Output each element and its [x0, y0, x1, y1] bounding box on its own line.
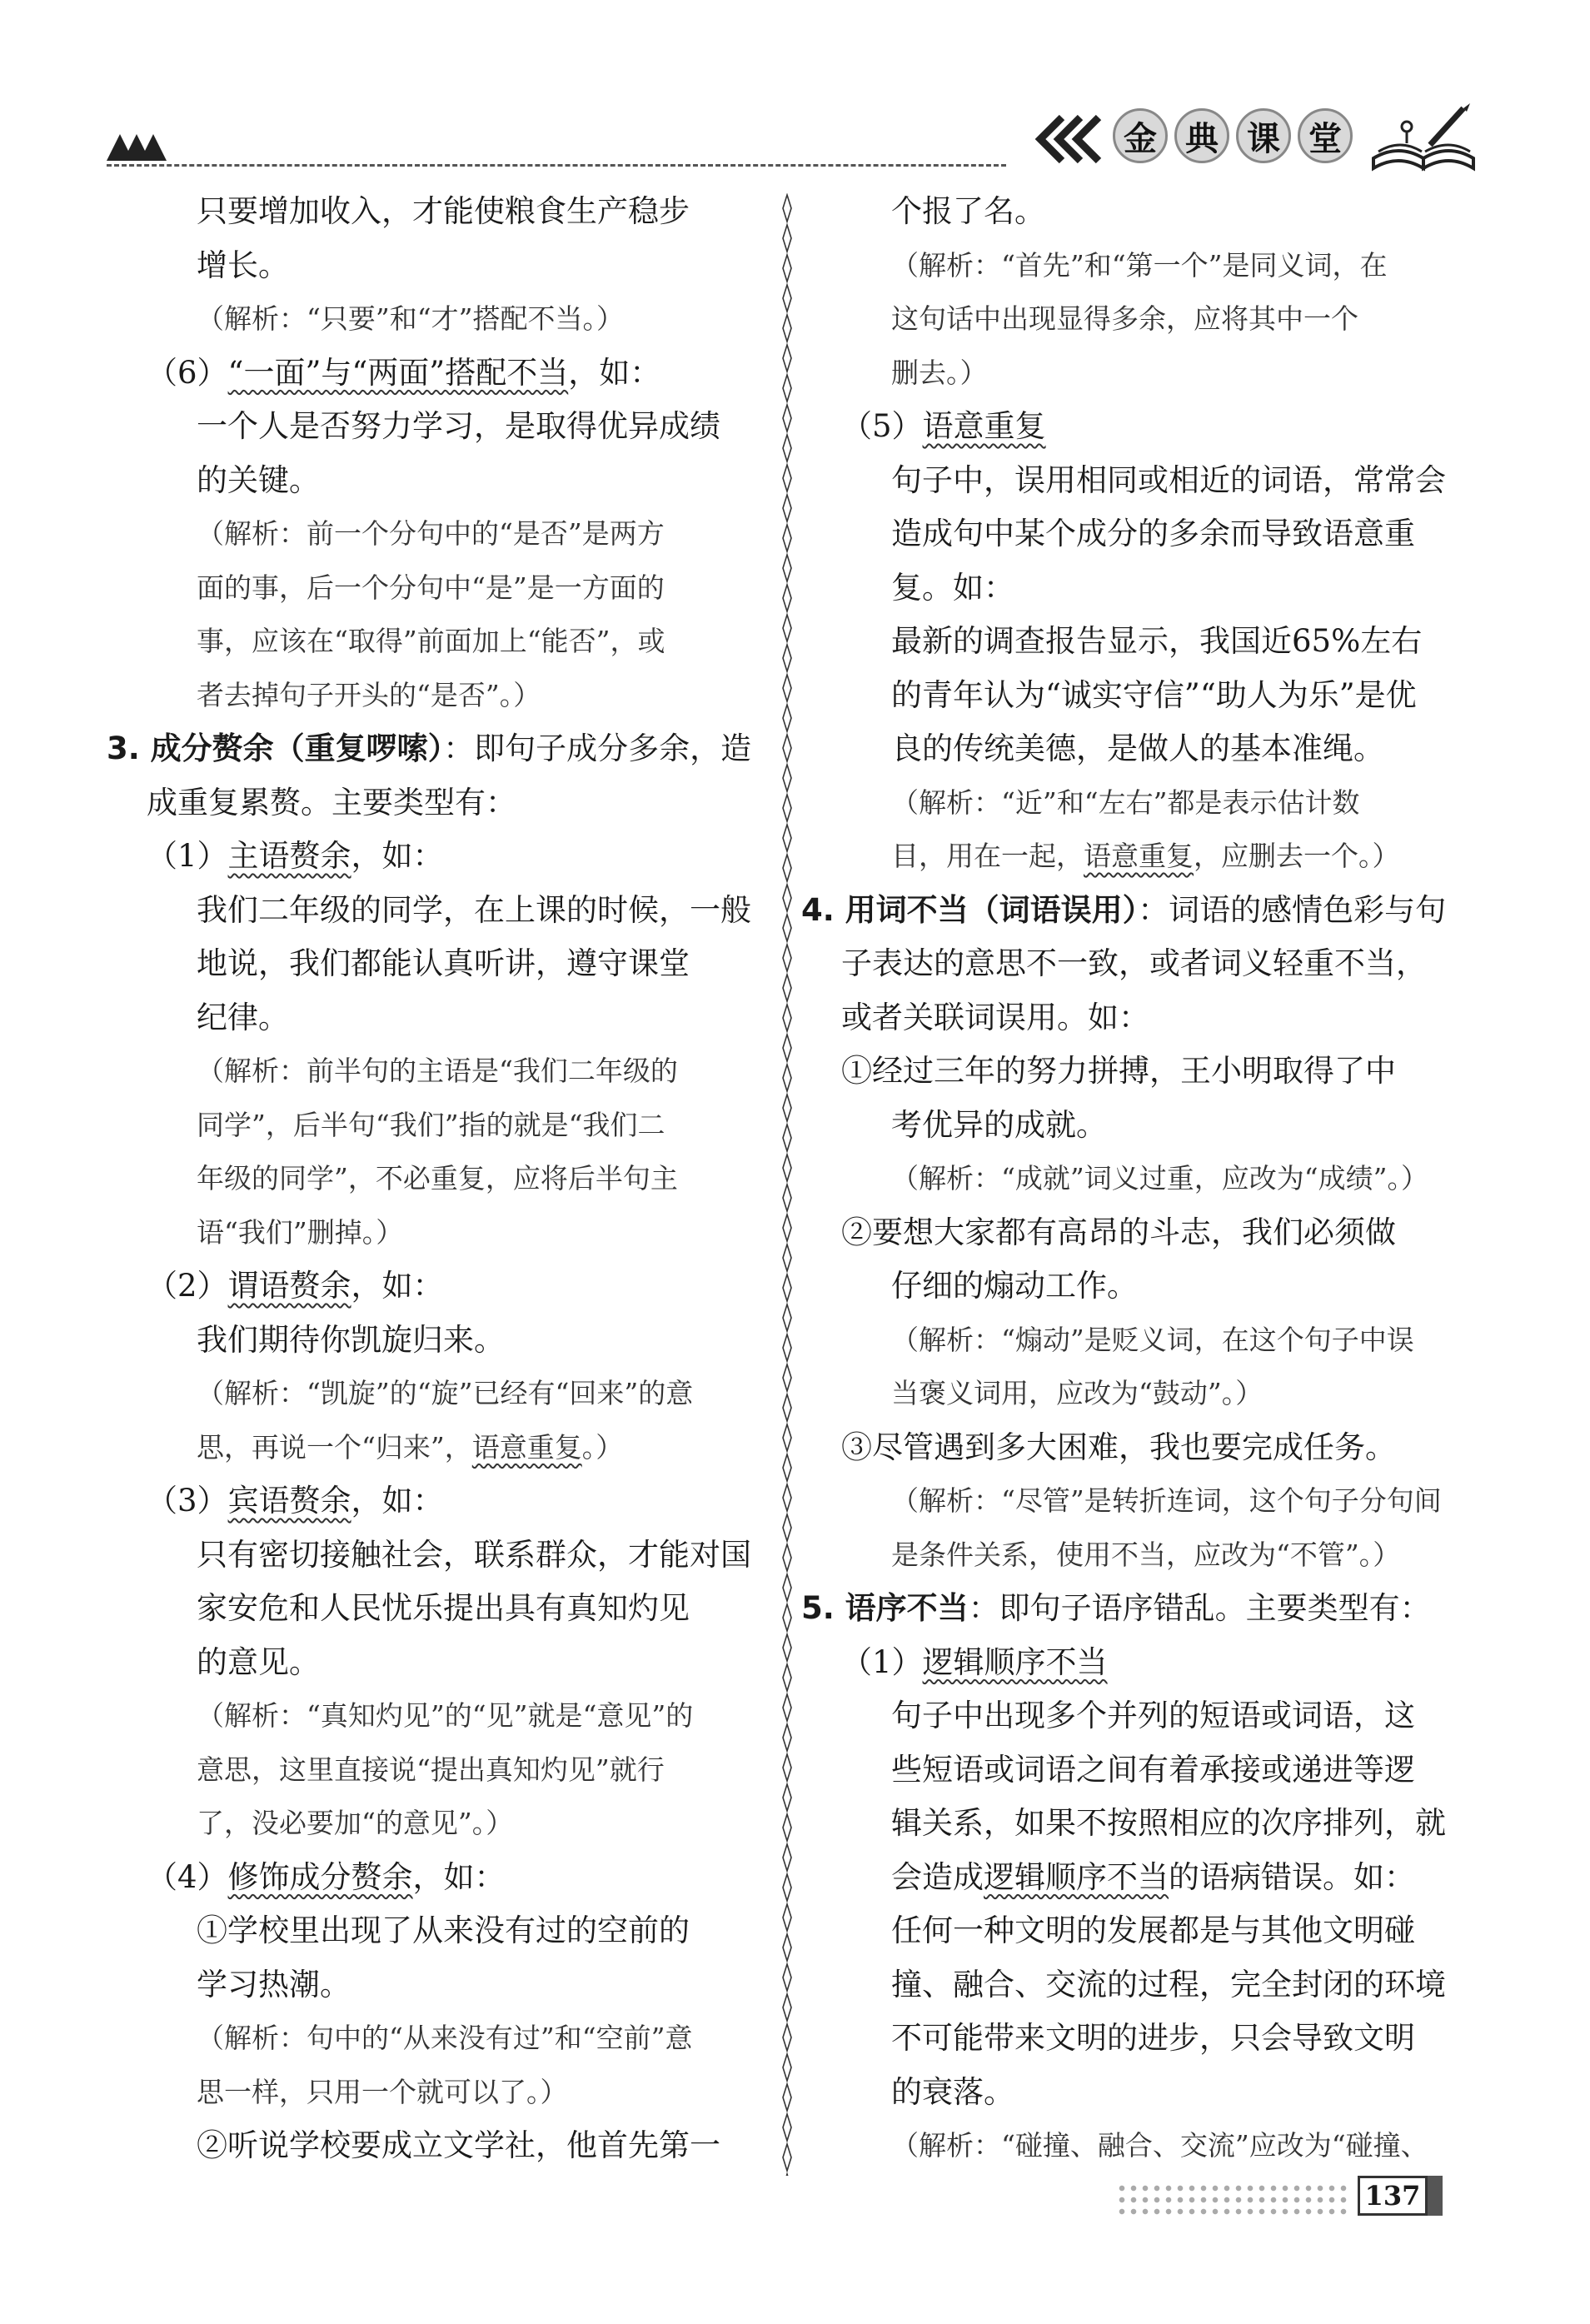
text-line: 会造成逻辑顺序不当的语病错误。如：	[891, 1858, 1415, 1895]
analysis-note-line: 面的事，后一个分句中“是”是一方面的	[197, 571, 665, 604]
analysis-note-line: （解析：“只要”和“才”搭配不当。）	[197, 302, 624, 335]
text-line: 考优异的成就。	[891, 1106, 1107, 1143]
analysis-note-line: 删去。）	[891, 356, 988, 389]
chevron-left-icon	[1029, 112, 1104, 166]
analysis-note-line: （解析：“尽管”是转折连词，这个句子分句间	[891, 1484, 1442, 1517]
text-line: 些短语或词语之间有着承接或递进等逻	[891, 1751, 1415, 1788]
analysis-note-line: 语“我们”删掉。）	[197, 1215, 404, 1249]
analysis-note-line: 年级的同学”，不必重复，应将后半句主	[197, 1162, 678, 1194]
analysis-note-line: 这句话中出现显得多余，应将其中一个	[891, 302, 1358, 335]
text-line: 地说，我们都能认真听讲，遵守课堂	[197, 945, 690, 981]
text-line: 的衰落。	[891, 2073, 1014, 2110]
section-heading: 5. 语序不当：即句子语序错乱。主要类型有：	[801, 1590, 1431, 1626]
wavy-underlined-term: 逻辑顺序不当	[922, 1643, 1108, 1680]
analysis-note-line: 了，没必要加“的意见”。）	[197, 1807, 514, 1839]
analysis-note-line: 意思，这里直接说“提出真知灼见”就行	[197, 1753, 665, 1786]
text-line: 成重复累赘。主要类型有：	[147, 784, 516, 820]
text-line: 撞、融合、交流的过程，完全封闭的环境	[891, 1966, 1446, 2002]
text-line: ②听说学校要成立文学社，他首先第一	[197, 2127, 720, 2163]
text-line: （5）语意重复	[841, 408, 1046, 444]
text-line: 或者关联词误用。如：	[841, 999, 1149, 1035]
analysis-note-line: 思，再说一个“归来”，语意重复。）	[197, 1430, 624, 1464]
wavy-underlined-term: 宾语赘余	[227, 1483, 351, 1519]
page-number: 137	[1358, 2176, 1428, 2216]
wavy-underlined-term: “一面”与“两面”搭配不当	[227, 354, 569, 391]
analysis-note-line: 思一样，只用一个就可以了。）	[197, 2075, 568, 2108]
text-line: ①学校里出现了从来没有过的空前的	[197, 1913, 690, 1948]
text-line: 增长。	[197, 247, 289, 283]
section-heading-label: 5. 语序不当	[801, 1590, 969, 1626]
text-line: 学习热潮。	[197, 1966, 351, 2002]
text-line: 一个人是否努力学习，是取得优异成绩	[197, 408, 720, 444]
section-heading-label: 3. 成分赘余（重复啰嗦）	[107, 731, 444, 766]
text-line: 辑关系，如果不按照相应的次序排列，就	[891, 1805, 1446, 1841]
text-line: （3）宾语赘余，如：	[147, 1483, 444, 1519]
wavy-underlined-term: 语意重复	[1084, 840, 1194, 872]
analysis-note-line: （解析：句中的“从来没有过”和“空前”意	[197, 2022, 693, 2054]
text-line: 复。如：	[891, 569, 1014, 606]
text-line: 只有密切接触社会，联系群众，才能对国	[197, 1536, 751, 1573]
text-line: 的关键。	[197, 461, 320, 498]
analysis-note-line: 当褒义词用，应改为“鼓动”。）	[891, 1377, 1264, 1409]
text-line: （1）主语赘余，如：	[147, 838, 444, 874]
analysis-note-line: （解析：“凯旋”的“旋”已经有“回来”的意	[197, 1377, 694, 1409]
analysis-note-line: （解析：“煽动”是贬义词，在这个句子中误	[891, 1323, 1414, 1356]
brand-char: 堂	[1298, 108, 1353, 163]
wavy-underlined-term: 逻辑顺序不当	[984, 1858, 1169, 1895]
text-line: ①经过三年的努力拼搏，王小明取得了中	[841, 1053, 1396, 1089]
analysis-note-line: 是条件关系，使用不当，应改为“不管”。）	[891, 1538, 1401, 1571]
right-column	[801, 185, 1459, 2173]
text-line: 良的传统美德，是做人的基本准绳。	[891, 731, 1384, 766]
brand-char: 典	[1174, 108, 1229, 163]
text-line: 家安危和人民忧乐提出具有真知灼见	[197, 1590, 690, 1626]
text-line: 我们期待你凯旋归来。	[197, 1321, 505, 1358]
text-line: （6）“一面”与“两面”搭配不当，如：	[147, 354, 661, 391]
header-triangles-icon	[107, 127, 167, 162]
text-line: 我们二年级的同学，在上课的时候，一般	[197, 891, 751, 928]
analysis-note-line: （解析：“近”和“左右”都是表示估计数	[891, 785, 1360, 819]
text-line: 子表达的意思不一致，或者词义轻重不当，	[841, 945, 1427, 981]
text-line: 句子中出现多个并列的短语或词语，这	[891, 1698, 1415, 1733]
analysis-note-line: （解析：前一个分句中的“是否”是两方	[197, 517, 665, 550]
analysis-note-line: 者去掉句子开头的“是否”。）	[197, 678, 541, 711]
section-heading: 3. 成分赘余（重复啰嗦）：即句子成分多余，造	[107, 731, 752, 766]
text-line: 的青年认为“诚实守信”“助人为乐”是优	[891, 676, 1417, 713]
analysis-note-line: （解析：“成就”词义过重，应改为“成绩”。）	[891, 1162, 1428, 1194]
brand-char: 课	[1236, 108, 1291, 163]
text-line: 最新的调查报告显示，我国近65%左右	[891, 623, 1423, 659]
left-column	[107, 185, 765, 2173]
text-line: 纪律。	[197, 999, 289, 1035]
page-number-tab	[1428, 2176, 1443, 2216]
text-line: （2）谓语赘余，如：	[147, 1268, 444, 1304]
text-line: 的意见。	[197, 1643, 320, 1680]
analysis-note-line: （解析：前半句的主语是“我们二年级的	[197, 1055, 678, 1087]
text-line: 仔细的煽动工作。	[891, 1268, 1138, 1304]
analysis-note-line: （解析：“真知灼见”的“见”就是“意见”的	[197, 1699, 694, 1732]
text-line: ③尽管遇到多大困难，我也要完成任务。	[841, 1429, 1396, 1465]
text-line: 句子中，误用相同或相近的词语，常常会	[891, 461, 1446, 498]
text-line: （4）修饰成分赘余，如：	[147, 1858, 506, 1895]
wavy-underlined-term: 主语赘余	[227, 838, 351, 874]
brand-char: 金	[1113, 108, 1168, 163]
wavy-underlined-term: 语意重复	[471, 1430, 582, 1464]
footer-dot-pattern	[1116, 2182, 1349, 2216]
wavy-underlined-term: 语意重复	[922, 408, 1046, 444]
text-line: 只要增加收入，才能使粮食生产稳步	[197, 193, 690, 229]
text-line: ②要想大家都有高昂的斗志，我们必须做	[841, 1214, 1396, 1250]
analysis-note-line: （解析：“首先”和“第一个”是同义词，在	[891, 248, 1388, 282]
section-heading: 4. 用词不当（词语误用）：词语的感情色彩与句	[801, 891, 1447, 928]
open-book-pencil-icon	[1370, 100, 1478, 175]
analysis-note-line: 目，用在一起，语意重复，应删去一个。）	[891, 840, 1400, 872]
wavy-underlined-term: 修饰成分赘余	[227, 1858, 413, 1895]
section-heading-label: 4. 用词不当（词语误用）	[801, 891, 1139, 928]
text-line: 个报了名。	[891, 193, 1045, 229]
text-line: （1）逻辑顺序不当	[841, 1643, 1108, 1680]
text-line: 不可能带来文明的进步，只会导致文明	[891, 2020, 1415, 2056]
column-divider	[781, 193, 793, 2176]
text-line: 造成句中某个成分的多余而导致语意重	[891, 516, 1415, 551]
wavy-underlined-term: 谓语赘余	[227, 1268, 351, 1304]
text-line: 任何一种文明的发展都是与其他文明碰	[891, 1913, 1415, 1948]
brand-title	[1113, 108, 1353, 163]
analysis-note-line: 同学”，后半句“我们”指的就是“我们二	[197, 1108, 665, 1141]
header-dashed-rule	[107, 164, 1006, 167]
analysis-note-line: （解析：“碰撞、融合、交流”应改为“碰撞、	[891, 2129, 1428, 2162]
analysis-note-line: 事，应该在“取得”前面加上“能否”，或	[197, 625, 665, 657]
